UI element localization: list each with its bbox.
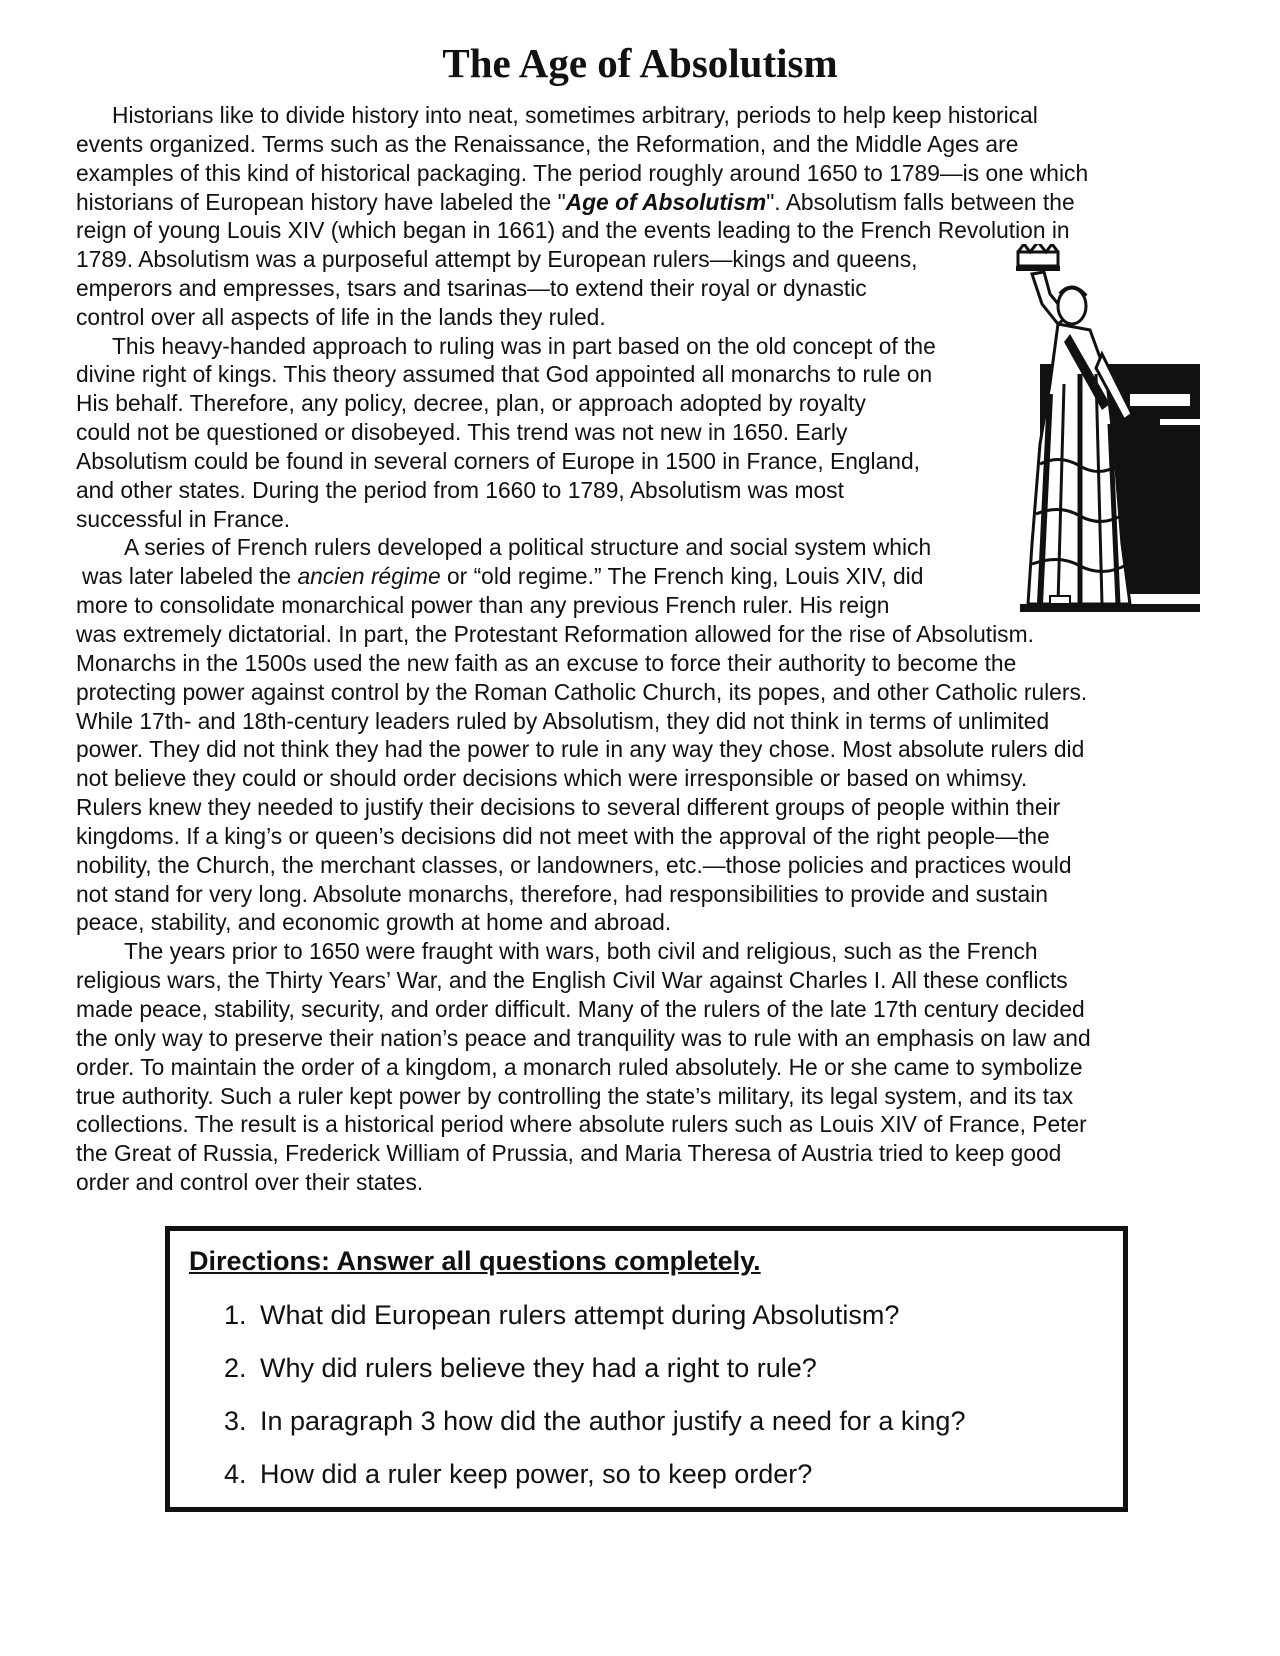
- text-line: made peace, stability, security, and order difficult. Many of the rulers of the late 17th century decided: [76, 995, 1085, 1022]
- directions-box: [165, 1226, 1128, 1512]
- text-line: not believe they could or should order decisions which were irresponsible or based on whimsy.: [76, 765, 1028, 792]
- text-line: control over all aspects of life in the lands they ruled.: [76, 303, 606, 330]
- text-line: While 17th- and 18th-century leaders ruled by Absolutism, they did not think in terms of unlimited: [76, 707, 1050, 734]
- text-line: peace, stability, and economic growth at home and abroad.: [76, 909, 672, 936]
- passage-top: [76, 101, 1206, 245]
- text-line: emperors and empresses, tsars and tsarinas—to extend their royal or dynastic: [76, 274, 867, 301]
- key-term: Age of Absolutism: [565, 188, 767, 215]
- question-item: [224, 1289, 965, 1342]
- text-line: A series of French rulers developed a political structure and social system which: [124, 534, 932, 561]
- page-title: The Age of Absolutism: [442, 40, 838, 86]
- text-line: more to consolidate monarchical power than any previous French ruler. His reign: [76, 592, 890, 619]
- text-line: order. To maintain the order of a kingdom, a monarch ruled absolutely. He or she came to symbolize: [76, 1053, 1083, 1080]
- text-line: was extremely dictatorial. In part, the Protestant Reformation allowed for the rise of Absolutism.: [76, 621, 1034, 647]
- question-number: 4.: [224, 1459, 247, 1489]
- text-line: true authority. Such a ruler kept power by controlling the state’s military, its legal system, and its tax: [76, 1082, 1074, 1109]
- text-line: the Great of Russia, Frederick William of Prussia, and Maria Theresa of Austria tried to keep good: [76, 1140, 1062, 1167]
- text-line: His behalf. Therefore, any policy, decree, plan, or approach adopted by royalty: [76, 390, 866, 417]
- text-line: protecting power against control by the Roman Catholic Church, its popes, and other Catholic rulers.: [76, 678, 1088, 705]
- text-line: could not be questioned or disobeyed. This trend was not new in 1650. Early: [76, 419, 848, 446]
- text-line-with-term: [76, 188, 1206, 217]
- text-line: reign of young Louis XIV (which began in 1661) and the events leading to the French Revolution in: [76, 217, 1070, 244]
- directions-heading: Directions: Answer all questions completely.: [189, 1246, 761, 1276]
- text-line: not stand for very long. Absolute monarchs, therefore, had responsibilities to provide and sustain: [76, 880, 1048, 907]
- question-text: In paragraph 3 how did the author justify a need for a king?: [260, 1406, 966, 1436]
- text-line: kingdoms. If a king’s or queen’s decisions did not meet with the approval of the right people—the: [76, 822, 1050, 849]
- question-text: What did European rulers attempt during Absolutism?: [260, 1300, 900, 1330]
- text-line: and other states. During the period from 1660 to 1789, Absolutism was most: [76, 476, 844, 503]
- text-line: Monarchs in the 1500s used the new faith as an excuse to force their authority to become the: [76, 649, 1017, 676]
- question-list: [224, 1289, 965, 1501]
- question-number: 3.: [224, 1406, 247, 1436]
- question-item: [224, 1395, 965, 1448]
- crown-icon: [1016, 244, 1060, 271]
- monarch-illustration: [1010, 244, 1200, 628]
- text-line: Absolutism could be found in several corners of Europe in 1500 in France, England,: [76, 447, 920, 474]
- key-term: ancien régime: [297, 563, 441, 590]
- text-line: Historians like to divide history into neat, sometimes arbitrary, periods to help keep historical: [112, 102, 1038, 128]
- text-fragment: was later labeled the: [82, 563, 298, 590]
- text-line: power. They did not think they had the power to rule in any way they chose. Most absolute rulers did: [76, 736, 1085, 763]
- question-item: [224, 1448, 965, 1501]
- text-line: events organized. Terms such as the Renaissance, the Reformation, and the Middle Ages are: [76, 130, 1019, 157]
- text-line: the only way to preserve their nation’s peace and tranquility was to rule with an emphasis on law and: [76, 1024, 1091, 1051]
- text-line: 1789. Absolutism was a purposeful attempt by European rulers—kings and queens,: [76, 246, 918, 272]
- text-fragment: historians of European history have labeled the ": [76, 188, 566, 215]
- question-text: How did a ruler keep power, so to keep order?: [260, 1459, 813, 1489]
- question-number: 1.: [224, 1300, 247, 1330]
- text-line: divine right of kings. This theory assumed that God appointed all monarchs to rule on: [76, 361, 933, 388]
- text-line: religious wars, the Thirty Years’ War, and the English Civil War against Charles I. All these conflicts: [76, 967, 1068, 994]
- text-line: The years prior to 1650 were fraught with wars, both civil and religious, such as the French: [124, 938, 1038, 965]
- passage-wrapped: [76, 245, 1006, 620]
- text-line: collections. The result is a historical period where absolute rulers such as Louis XIV of France, Peter: [76, 1111, 1087, 1138]
- text-line: This heavy-handed approach to ruling was in part based on the old concept of the: [112, 332, 936, 359]
- text-line-with-term: [76, 562, 1006, 591]
- passage-bottom: [76, 620, 1206, 1197]
- text-line: Rulers knew they needed to justify their decisions to several different groups of people within their: [76, 794, 1061, 821]
- text-fragment: or “old regime.” The French king, Louis XIV, did: [440, 563, 924, 590]
- text-line: examples of this kind of historical packaging. The period roughly around 1650 to 1789—is one which: [76, 159, 1089, 186]
- text-line: order and control over their states.: [76, 1169, 424, 1196]
- text-line: successful in France.: [76, 505, 291, 532]
- text-fragment: ". Absolutism falls between the: [766, 188, 1075, 215]
- question-number: 2.: [224, 1353, 247, 1383]
- question-text: Why did rulers believe they had a right to rule?: [260, 1353, 817, 1383]
- text-line: nobility, the Church, the merchant classes, or landowners, etc.—those policies and practices would: [76, 851, 1072, 878]
- question-item: [224, 1342, 965, 1395]
